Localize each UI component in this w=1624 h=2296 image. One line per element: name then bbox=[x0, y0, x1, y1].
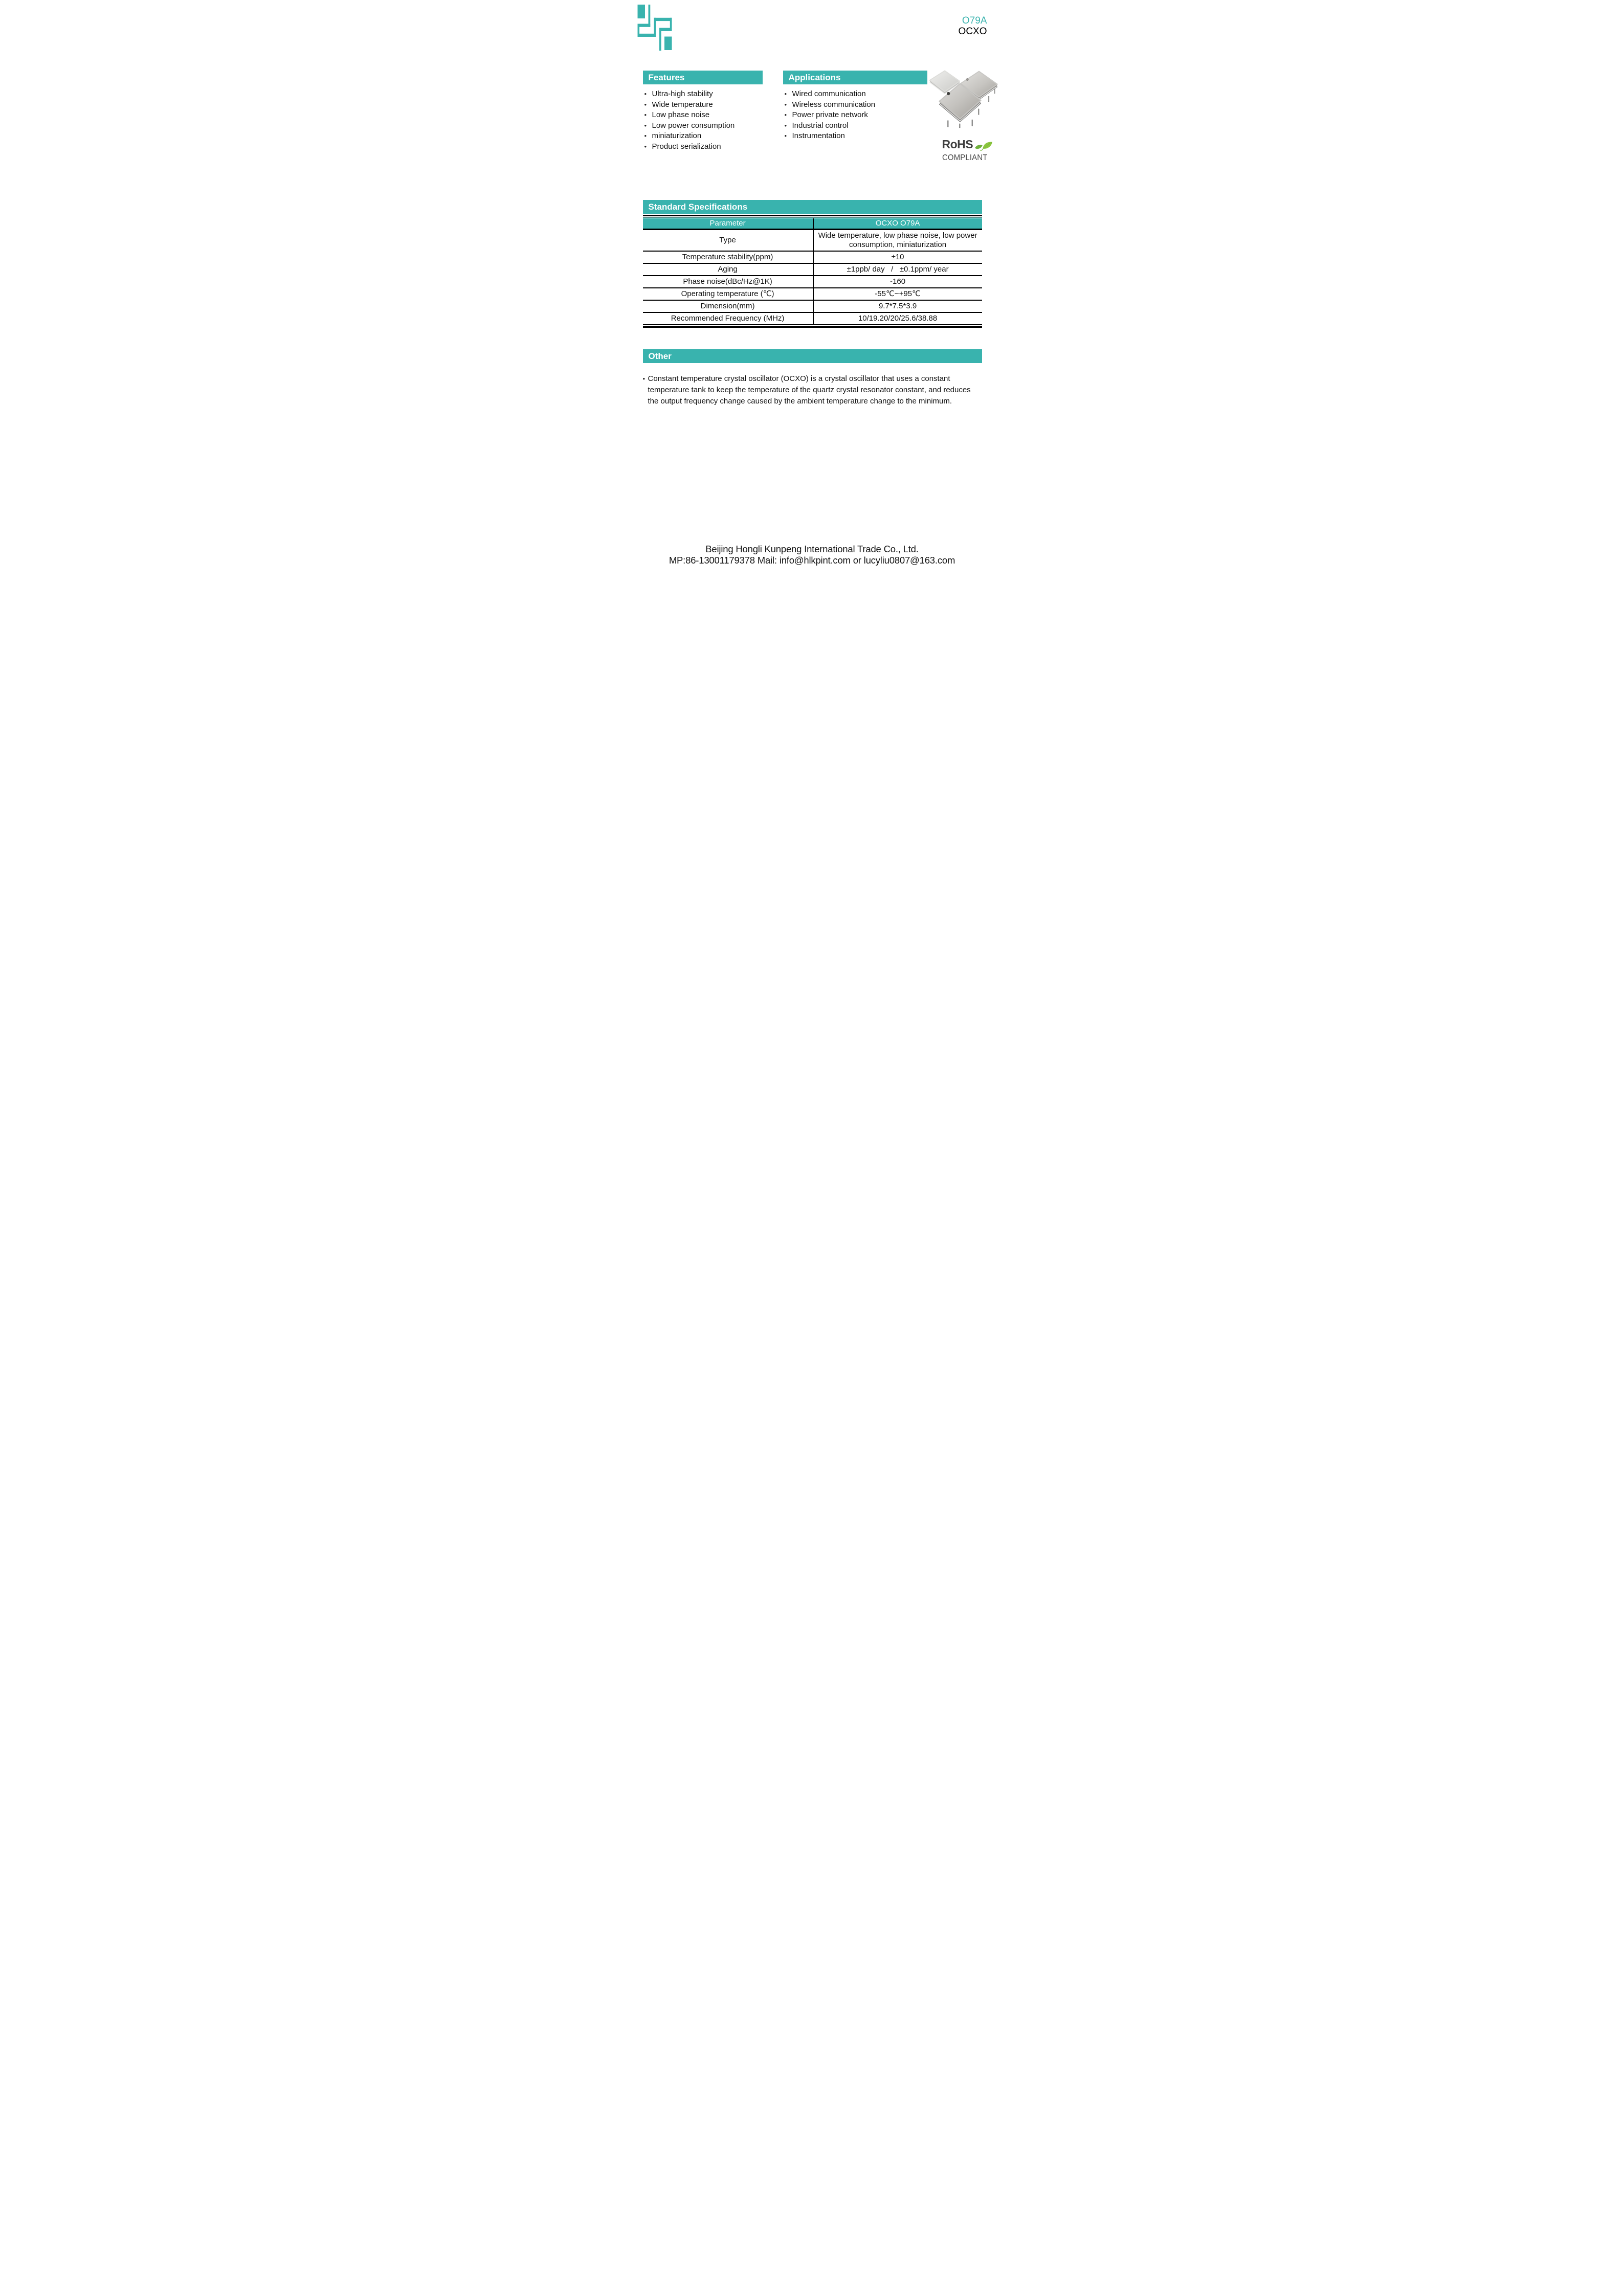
value-cell: ±10 bbox=[891, 253, 904, 261]
list-item: • Industrial control bbox=[783, 121, 927, 131]
applications-list bbox=[783, 89, 927, 142]
specifications-section bbox=[643, 200, 982, 328]
list-item: • Wireless communication bbox=[783, 100, 927, 110]
table-row bbox=[643, 288, 982, 301]
param-cell: Dimension(mm) bbox=[643, 301, 814, 312]
list-item: • Product serialization bbox=[643, 142, 763, 152]
list-item: • Ultra-high stability bbox=[643, 89, 763, 100]
value-cell: 9.7*7.5*3.9 bbox=[878, 302, 917, 310]
footer-company: Beijing Hongli Kunpeng International Trade Co., Ltd. bbox=[705, 544, 919, 554]
product-images bbox=[926, 67, 1009, 130]
param-header-cell: Parameter bbox=[643, 218, 814, 229]
other-section bbox=[643, 349, 982, 407]
spec-table-body bbox=[643, 230, 982, 324]
company-logo bbox=[637, 5, 672, 51]
applications-section bbox=[783, 71, 927, 142]
rohs-title: RoHS bbox=[942, 138, 973, 151]
rohs-leaves-icon bbox=[974, 140, 993, 153]
table-row bbox=[643, 230, 982, 252]
list-item: • Wide temperature bbox=[643, 100, 763, 110]
value-header-cell: OCXO O79A bbox=[875, 219, 920, 228]
param-cell: Temperature stability(ppm) bbox=[643, 252, 814, 263]
features-list bbox=[643, 89, 763, 152]
list-item: • Low phase noise bbox=[643, 110, 763, 121]
value-cell: -160 bbox=[890, 277, 906, 286]
table-row bbox=[643, 276, 982, 288]
table-row bbox=[643, 252, 982, 264]
other-header: Other bbox=[643, 349, 982, 363]
table-row bbox=[643, 264, 982, 276]
datasheet-page bbox=[609, 0, 1015, 574]
value-cell: ±1ppb/ day / ±0.1ppm/ year bbox=[847, 265, 949, 274]
list-item: • Wired communication bbox=[783, 89, 927, 100]
param-cell: Operating temperature (℃) bbox=[643, 288, 814, 300]
value-cell: 10/19.20/20/25.6/38.88 bbox=[858, 314, 938, 323]
rohs-logo bbox=[942, 139, 993, 163]
list-item: • Low power consumption bbox=[643, 121, 763, 131]
product-image-3 bbox=[938, 81, 983, 128]
specifications-header: Standard Specifications bbox=[643, 200, 982, 214]
param-cell: Aging bbox=[643, 264, 814, 275]
table-top-border bbox=[643, 215, 982, 216]
table-bottom-border bbox=[643, 324, 982, 328]
param-cell: Type bbox=[643, 230, 814, 251]
footer bbox=[609, 544, 1015, 566]
table-row bbox=[643, 301, 982, 313]
spec-table-header-row bbox=[643, 218, 982, 229]
product-type: OCXO bbox=[958, 26, 987, 37]
brand-block bbox=[959, 15, 987, 37]
other-paragraph: • Constant temperature crystal oscillator (OCXO) is a crystal oscillator that uses a constant temperature tank to keep the temperature of the quartz crystal resonator constant, and reduces the output frequency change caused by the ambient temperature change to the minimum. bbox=[643, 373, 982, 407]
features-header: Features bbox=[643, 71, 763, 84]
value-cell: Wide temperature, low phase noise, low power consumption, miniaturization bbox=[818, 231, 977, 249]
model-number: O79A bbox=[962, 15, 987, 26]
param-cell: Phase noise(dBc/Hz@1K) bbox=[643, 276, 814, 287]
features-section bbox=[643, 71, 763, 152]
rohs-subtitle: COMPLIANT bbox=[942, 153, 987, 162]
value-cell: -55℃~+95℃ bbox=[875, 289, 921, 298]
footer-contact: MP:86-13001179378 Mail: info@hlkpint.com or lucyliu0807@163.com bbox=[669, 554, 955, 566]
list-item: • Power private network bbox=[783, 110, 927, 121]
table-accent-line bbox=[643, 217, 982, 218]
table-row bbox=[643, 313, 982, 324]
list-item: • miniaturization bbox=[643, 131, 763, 142]
company-logo-icon bbox=[637, 5, 672, 51]
applications-header: Applications bbox=[783, 71, 927, 84]
list-item: • Instrumentation bbox=[783, 131, 927, 142]
param-cell: Recommended Frequency (MHz) bbox=[643, 313, 814, 324]
